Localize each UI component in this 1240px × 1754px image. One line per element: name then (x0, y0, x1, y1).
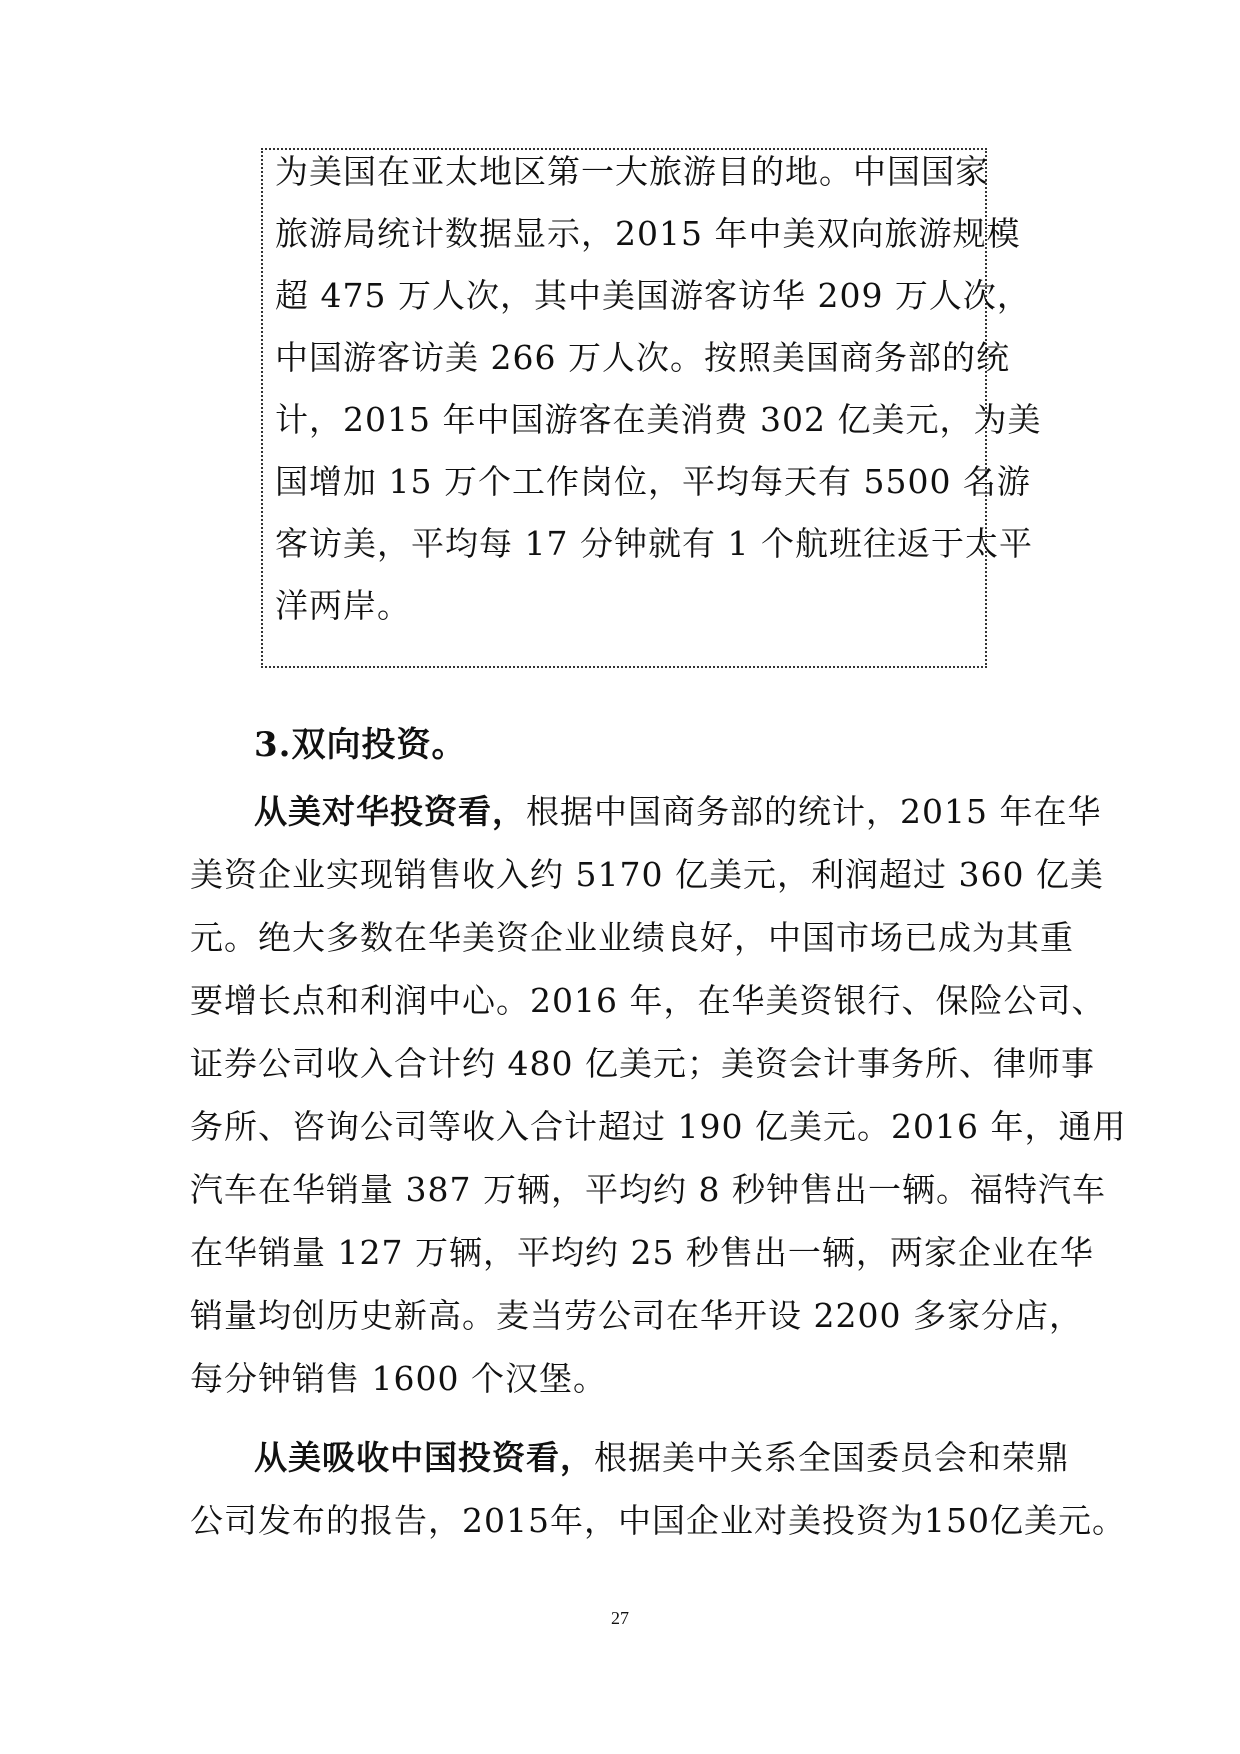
paragraph-line: 务所、咨询公司等收入合计超过 190 亿美元。2016 年，通用 (190, 1107, 1127, 1146)
box-line: 国增加 15 万个工作岗位，平均每天有 5500 名游 (275, 462, 1031, 501)
box-line: 旅游局统计数据显示，2015 年中美双向旅游规模 (275, 214, 1021, 253)
paragraph-first-line (254, 792, 1101, 832)
box-line: 计，2015 年中国游客在美消费 302 亿美元，为美 (275, 400, 1042, 439)
box-line: 超 475 万人次，其中美国游客访华 209 万人次， (275, 276, 1031, 315)
box-line: 为美国在亚太地区第一大旅游目的地。中国国家 (275, 152, 989, 191)
paragraph-text: 根据中国商务部的统计，2015 年在华 (526, 792, 1102, 831)
page-number: 27 (611, 1608, 629, 1628)
paragraph-text: 根据美中关系全国委员会和荣鼎 (594, 1438, 1070, 1477)
paragraph-line: 元。绝大多数在华美资企业业绩良好，中国市场已成为其重 (190, 918, 1074, 957)
paragraph-lead: 从美对华投资看， (254, 792, 526, 831)
paragraph-line: 汽车在华销量 387 万辆，平均约 8 秒钟售出一辆。福特汽车 (190, 1170, 1106, 1209)
section-heading: 3.双向投资。 (254, 725, 467, 765)
paragraph-line: 每分钟销售 1600 个汉堡。 (190, 1359, 607, 1398)
box-line: 客访美，平均每 17 分钟就有 1 个航班往返于太平 (275, 524, 1033, 563)
paragraph-line: 证券公司收入合计约 480 亿美元；美资会计事务所、律师事 (190, 1044, 1095, 1083)
paragraph-lead: 从美吸收中国投资看， (254, 1438, 594, 1477)
paragraph-line: 销量均创历史新高。麦当劳公司在华开设 2200 多家分店， (190, 1296, 1083, 1335)
text-box (261, 148, 1042, 668)
paragraph-first-line (254, 1438, 1070, 1478)
paragraph-line: 在华销量 127 万辆，平均约 25 秒售出一辆，两家企业在华 (190, 1233, 1094, 1272)
paragraph-line: 美资企业实现销售收入约 5170 亿美元，利润超过 360 亿美 (190, 855, 1104, 894)
box-line: 洋两岸。 (275, 586, 411, 625)
box-line: 中国游客访美 266 万人次。按照美国商务部的统 (275, 338, 1010, 377)
paragraph-line: 要增长点和利润中心。2016 年，在华美资银行、保险公司、 (190, 981, 1106, 1020)
paragraph-line: 公司发布的报告，2015年，中国企业对美投资为150亿美元。 (190, 1501, 1126, 1540)
